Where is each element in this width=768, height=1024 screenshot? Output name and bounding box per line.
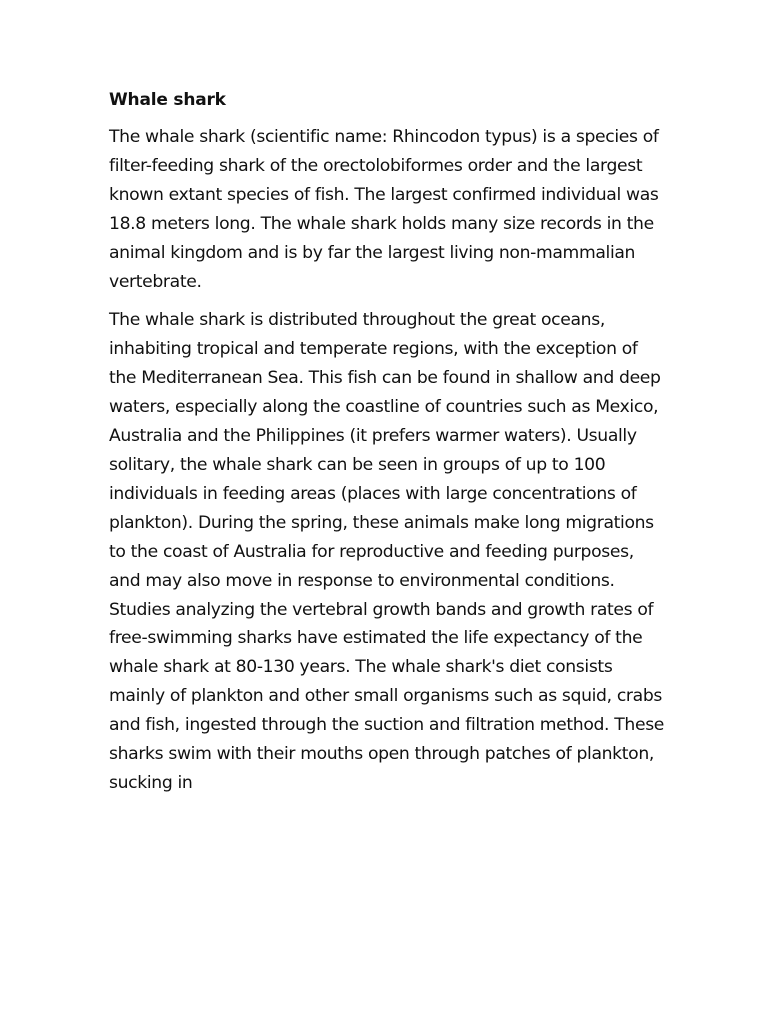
document-page [109,86,669,808]
paragraph-introduction: The whale shark (scientific name: Rhincodon typus) is a species of filter-feeding shark of the orectolobiformes order and the largest known extant species of fish. The largest confirmed individual was 18.8 meters long. The whale shark holds many size records in the animal kingdom and is by far the largest living non-mammalian vertebrate. [109,127,659,292]
paragraph-distribution: The whale shark is distributed throughout the great oceans, inhabiting tropical and temperate regions, with the exception of the Mediterranean Sea. This fish can be found in shallow and deep waters, especially along the coastline of countries such as Mexico, Australia and the Philippines (it prefers warmer waters). Usually solitary, the whale shark can be seen in groups of up to 100 individuals in feeding areas (places with large concentrations of plankton). During the spring, these animals make long migrations to the coast of Australia for reproductive and feeding purposes, and may also move in response to environmental conditions. Studies analyzing the vertebral growth bands and growth rates of free-swimming sharks have estimated the life expectancy of the whale shark at 80-130 years. The whale shark's diet consists mainly of plankton and other small organisms such as squid, crabs and fish, ingested through the suction and filtration method. These sharks swim with their mouths open through patches of plankton, sucking in [109,310,665,793]
document-title: Whale shark [109,90,226,110]
